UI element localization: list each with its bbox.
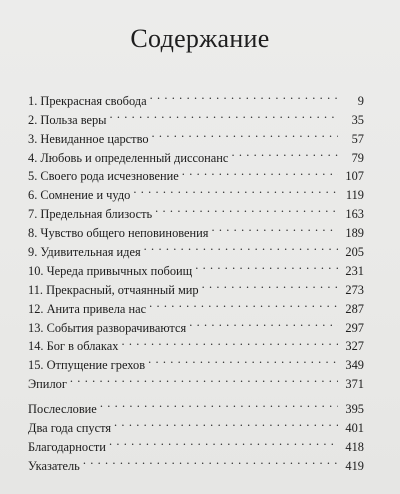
toc-entry-page: 189 [345, 226, 364, 241]
toc-entry-title: Послесловие [28, 402, 97, 417]
toc-entry-title: 5. Своего рода исчезновение [28, 169, 179, 184]
toc-entry-page: 9 [357, 93, 364, 108]
toc-entry [28, 86, 364, 108]
toc-entry-page: 297 [345, 320, 364, 335]
toc-entry-page: 401 [345, 421, 364, 436]
toc-entry-page: 327 [345, 339, 364, 354]
toc-entry-title: 4. Любовь и определенный диссонанс [28, 150, 229, 165]
toc-entry-title: 2. Польза веры [28, 112, 107, 127]
toc-entry-title: 9. Удивительная идея [28, 245, 141, 260]
dot-leader [121, 332, 338, 351]
toc-entry-title: 3. Невиданное царство [28, 131, 149, 146]
toc-entry-page: 35 [351, 112, 364, 127]
toc-entry-page: 107 [345, 169, 364, 184]
toc-entry-page: 349 [345, 358, 364, 373]
toc-entry-title: 15. Отпущение грехов [28, 358, 146, 373]
dot-leader [152, 124, 338, 143]
toc-back-matter-entry [28, 394, 364, 417]
dot-leader [114, 413, 338, 432]
dot-leader [133, 180, 338, 199]
dot-leader [150, 86, 338, 105]
dot-leader [148, 350, 338, 369]
toc-entry-title: Два года спустя [28, 421, 112, 436]
toc-entry-title: 13. События разворачиваются [28, 320, 187, 335]
dot-leader [110, 105, 339, 124]
dot-leader [202, 275, 338, 294]
dot-leader [195, 256, 338, 275]
toc-entry [28, 369, 364, 392]
dot-leader [100, 394, 338, 413]
toc-entry-title: 11. Прекрасный, отчаянный мир [28, 282, 199, 297]
toc-entry-page: 119 [345, 188, 364, 203]
toc-entry-page: 287 [345, 301, 364, 316]
toc-entry-title: 12. Анита привела нас [28, 301, 147, 316]
toc-entry-page: 419 [345, 458, 364, 473]
toc-entry-title: 14. Бог в облаках [28, 339, 119, 354]
dot-leader [70, 369, 338, 388]
toc-entry-title: 1. Прекрасная свобода [28, 93, 147, 108]
dot-leader [182, 162, 338, 181]
dot-leader [83, 451, 338, 470]
toc-entry-title: 8. Чувство общего неповиновения [28, 226, 209, 241]
toc-entry-page: 273 [345, 282, 364, 297]
toc-entry-page: 418 [345, 439, 364, 454]
dot-leader [212, 218, 339, 237]
toc-entry-title: Эпилог [28, 377, 67, 392]
toc-entry-title: 7. Предельная близость [28, 207, 153, 222]
toc-entry-page: 57 [351, 131, 364, 146]
dot-leader [109, 432, 338, 451]
toc-entry-title: Указатель [28, 458, 80, 473]
dot-leader [189, 313, 338, 332]
toc-entry-page: 163 [345, 207, 364, 222]
dot-leader [231, 143, 338, 162]
toc-entry-title: 10. Череда привычных побоищ [28, 263, 193, 278]
page-title: Содержание [130, 24, 270, 53]
toc-entry-title: 6. Сомнение и чудо [28, 188, 131, 203]
toc-entry-page: 205 [345, 245, 364, 260]
toc-entry-page: 231 [345, 263, 364, 278]
dot-leader [144, 237, 338, 256]
table-of-contents [28, 86, 364, 473]
toc-entry-page: 371 [345, 377, 364, 392]
dot-leader [149, 294, 338, 313]
toc-entry-title: Благодарности [28, 439, 106, 454]
toc-entry-page: 395 [345, 402, 364, 417]
toc-entry-page: 79 [351, 150, 364, 165]
dot-leader [155, 199, 338, 218]
